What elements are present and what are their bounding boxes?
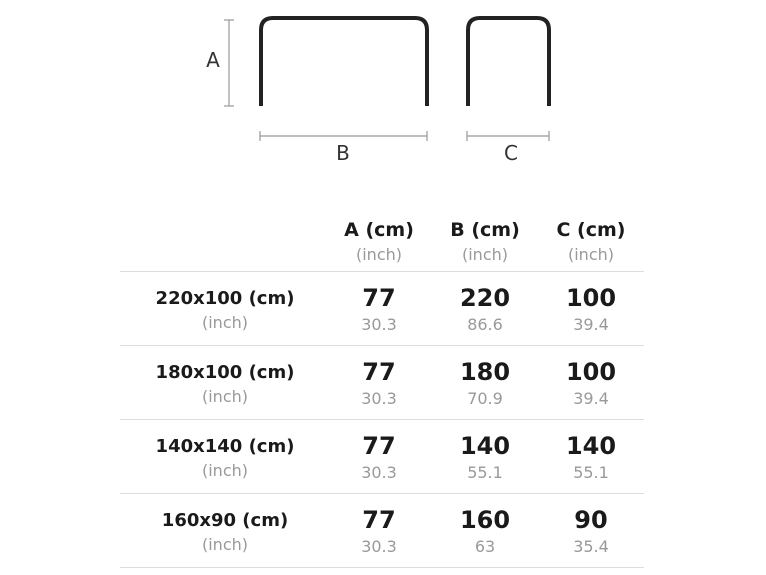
value-c-inch: 35.4	[573, 537, 609, 556]
size-inch: (inch)	[201, 387, 248, 406]
dimension-c-line	[467, 131, 549, 141]
size-inch: (inch)	[201, 535, 248, 554]
table-row	[120, 494, 644, 568]
header-a-cm: A (cm)	[344, 219, 414, 241]
value-b-cm: 140	[459, 432, 511, 460]
size-cm: 180x100 (cm)	[155, 362, 295, 383]
value-c-inch: 39.4	[573, 389, 609, 408]
value-a-inch: 30.3	[361, 315, 397, 334]
dimension-b-line	[260, 131, 427, 141]
value-a-inch: 30.3	[361, 537, 397, 556]
dimension-b-label: B	[336, 141, 350, 165]
value-b-inch: 70.9	[467, 389, 503, 408]
value-c-cm: 100	[565, 284, 617, 312]
value-c-cm: 90	[574, 506, 608, 534]
dimensions-table	[120, 215, 644, 568]
value-b-cm: 160	[459, 506, 511, 534]
header-b-cm: B (cm)	[450, 219, 520, 241]
value-a-cm: 77	[362, 358, 396, 386]
value-b-cm: 220	[459, 284, 511, 312]
value-b-inch: 86.6	[467, 315, 503, 334]
table-row	[120, 346, 644, 420]
dimension-c-label: C	[504, 141, 518, 165]
header-c-inch: (inch)	[567, 245, 614, 264]
header-c-cm: C (cm)	[556, 219, 626, 241]
size-cm: 220x100 (cm)	[155, 288, 295, 309]
size-inch: (inch)	[201, 313, 248, 332]
dimension-a-label: A	[206, 48, 220, 72]
header-b-inch: (inch)	[461, 245, 508, 264]
value-a-cm: 77	[362, 284, 396, 312]
value-c-inch: 55.1	[573, 463, 609, 482]
front-view-frame	[261, 18, 427, 106]
header-a-inch: (inch)	[355, 245, 402, 264]
value-a-inch: 30.3	[361, 463, 397, 482]
size-cm: 160x90 (cm)	[161, 510, 289, 531]
side-view-frame	[468, 18, 549, 106]
table-row	[120, 420, 644, 494]
table-header-row	[120, 215, 644, 272]
value-a-inch: 30.3	[361, 389, 397, 408]
size-cm: 140x140 (cm)	[155, 436, 295, 457]
dimension-a-line	[224, 20, 234, 106]
table-dimension-diagram	[0, 0, 766, 190]
value-a-cm: 77	[362, 506, 396, 534]
value-c-inch: 39.4	[573, 315, 609, 334]
value-b-inch: 63	[474, 537, 496, 556]
value-a-cm: 77	[362, 432, 396, 460]
size-inch: (inch)	[201, 461, 248, 480]
value-c-cm: 100	[565, 358, 617, 386]
value-b-cm: 180	[459, 358, 511, 386]
value-b-inch: 55.1	[467, 463, 503, 482]
value-c-cm: 140	[565, 432, 617, 460]
table-row	[120, 272, 644, 346]
